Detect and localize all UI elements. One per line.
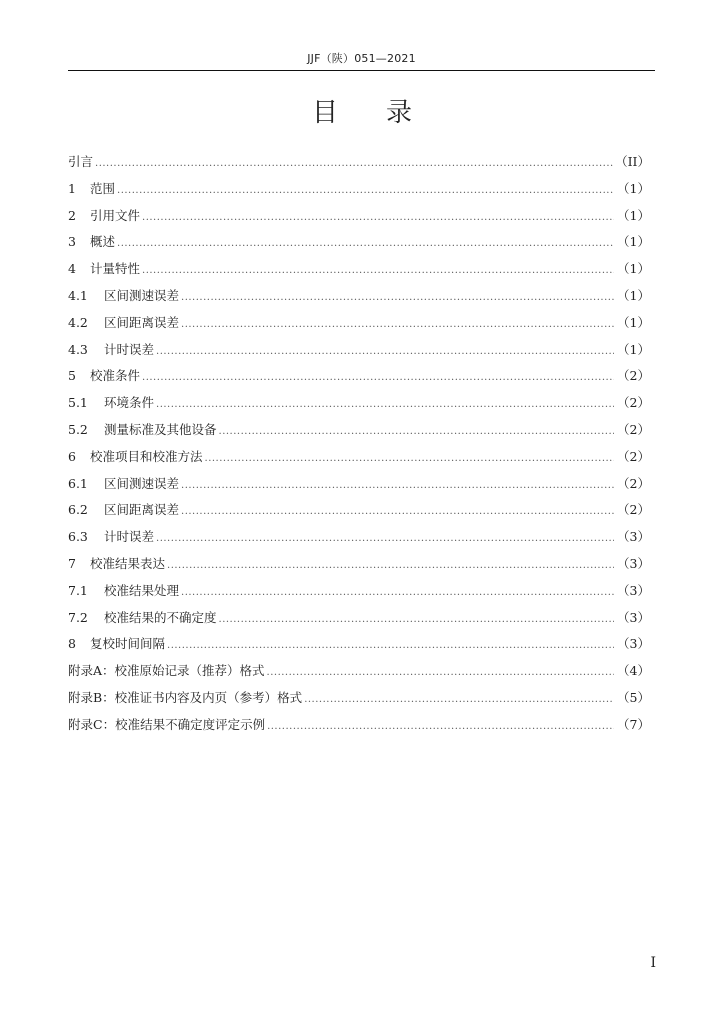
toc-entry-text: 计量特性 [90,261,141,277]
toc-entry-text: 计时误差 [104,529,155,545]
toc-leader-dots [219,614,614,625]
toc-entry[interactable] [68,554,650,581]
toc-entry[interactable] [68,259,650,286]
toc-entry-text: 校准结果的不确定度 [104,609,217,625]
toc-entry-text: 测量标准及其他设备 [104,421,217,437]
toc-entry-number: 7.2 [68,609,88,625]
toc-entry-page: （3） [617,555,650,571]
toc-leader-dots [267,667,614,678]
toc-entry[interactable] [68,206,650,233]
page-number: I [650,955,656,971]
toc-entry-page: （5） [617,689,650,705]
toc-entry-text: 复校时间间隔 [90,636,166,652]
toc-entry-label [68,608,217,626]
toc-entry-number: 6 [68,448,76,464]
toc-entry-number: 4 [68,261,76,277]
toc-entry-label [68,715,265,733]
toc-entry-text: 环境条件 [104,395,155,411]
toc-entry-label [68,661,265,679]
toc-entry-label [68,179,115,197]
toc-entry-number: 4.2 [68,314,88,330]
toc-entry-label [68,313,179,331]
toc-entry[interactable] [68,634,650,661]
toc-entry-page: （1） [617,287,650,303]
toc-entry-number: 6.1 [68,475,88,491]
toc-leader-dots [181,292,614,303]
toc-entry-text: 计时误差 [104,341,155,357]
toc-entry-text: 区间距离误差 [104,314,180,330]
toc-leader-dots [181,319,614,330]
toc-entry[interactable] [68,420,650,447]
toc-leader-dots [181,587,614,598]
toc-entry-label [68,232,115,250]
toc-leader-dots [219,426,614,437]
toc-entry-text: 引用文件 [90,207,141,223]
toc-entry-number: 2 [68,207,76,223]
toc-entry-page: （1） [617,180,650,196]
toc-entry-page: （2） [617,448,650,464]
toc-entry-number: 7 [68,555,76,571]
toc-entry-label [68,152,93,170]
toc-entry-text: 附录A：校准原始记录（推荐）格式 [68,663,265,679]
title-char-left: 目 [311,98,338,128]
toc-entry-label [68,393,154,411]
toc-entry-text: 范围 [90,180,116,196]
toc-entry[interactable] [68,500,650,527]
toc-entry-text: 引言 [68,154,94,169]
toc-entry-label [68,259,140,277]
toc-entry-page: （1） [617,314,650,330]
toc-entry-page: （1） [617,341,650,357]
toc-entry[interactable] [68,393,650,420]
toc-entry-text: 附录B：校准证书内容及内页（参考）格式 [68,689,303,705]
toc-entry-number: 6.3 [68,529,88,545]
toc-leader-dots [205,453,614,464]
page-title [0,92,724,129]
toc-entry-page: （II） [615,154,650,169]
toc-entry[interactable] [68,313,650,340]
toc-entry[interactable] [68,286,650,313]
toc-entry-page: （2） [617,368,650,384]
toc-entry[interactable] [68,232,650,259]
toc-entry-number: 6.2 [68,502,88,518]
toc-entry-page: （2） [617,475,650,491]
toc-entry[interactable] [68,366,650,393]
table-of-contents [68,152,650,742]
toc-entry-page: （2） [617,502,650,518]
toc-entry-number: 5.2 [68,421,88,437]
toc-entry-text: 校准条件 [90,368,141,384]
toc-leader-dots [167,640,614,651]
toc-entry-text: 校准项目和校准方法 [90,448,203,464]
toc-entry[interactable] [68,447,650,474]
toc-entry-text: 校准结果表达 [90,555,166,571]
toc-entry-page: （3） [617,609,650,625]
toc-entry-number: 4.3 [68,341,88,357]
toc-leader-dots [156,399,614,410]
toc-entry-number: 5.1 [68,395,88,411]
toc-entry-label [68,286,179,304]
toc-entry-page: （4） [617,663,650,679]
toc-leader-dots [95,158,613,169]
toc-leader-dots [267,721,614,732]
toc-leader-dots [304,694,614,705]
toc-entry[interactable] [68,581,650,608]
toc-entry-label [68,554,165,572]
toc-leader-dots [156,346,614,357]
title-char-right: 录 [386,98,413,128]
toc-entry-label [68,500,179,518]
toc-entry-page: （2） [617,421,650,437]
running-header [68,50,655,71]
toc-leader-dots [142,265,614,276]
toc-entry[interactable] [68,527,650,554]
toc-entry-label [68,447,203,465]
toc-entry-label [68,688,302,706]
toc-entry-page: （2） [617,395,650,411]
toc-entry[interactable] [68,608,650,635]
toc-entry-label [68,527,154,545]
toc-leader-dots [117,238,614,249]
toc-entry-label [68,634,165,652]
toc-entry-number: 3 [68,234,76,250]
toc-entry-page: （7） [617,716,650,732]
toc-leader-dots [167,560,614,571]
toc-entry[interactable] [68,715,650,742]
toc-entry-text: 概述 [90,234,116,250]
toc-entry-label [68,581,179,599]
toc-entry[interactable] [68,474,650,501]
toc-leader-dots [117,185,614,196]
toc-entry-text: 附录C：校准结果不确定度评定示例 [68,716,266,732]
toc-entry-page: （3） [617,636,650,652]
toc-entry[interactable] [68,661,650,688]
toc-entry-text: 校准结果处理 [104,582,180,598]
toc-leader-dots [181,480,614,491]
toc-entry-number: 4.1 [68,287,88,303]
toc-entry-label [68,366,140,384]
toc-entry-page: （3） [617,529,650,545]
toc-leader-dots [156,533,614,544]
toc-leader-dots [181,506,614,517]
document-code: JJF（陕）051—2021 [307,52,416,65]
toc-leader-dots [142,372,614,383]
toc-entry[interactable] [68,179,650,206]
toc-entry-page: （1） [617,261,650,277]
toc-entry[interactable] [68,340,650,367]
toc-entry-page: （3） [617,582,650,598]
toc-entry[interactable] [68,688,650,715]
toc-entry-text: 区间测速误差 [104,287,180,303]
toc-leader-dots [142,212,614,223]
toc-entry-number: 8 [68,636,76,652]
toc-entry-page: （1） [617,207,650,223]
toc-entry-page: （1） [617,234,650,250]
toc-entry-number: 1 [68,180,76,196]
toc-entry-label [68,420,217,438]
toc-entry-number: 5 [68,368,76,384]
toc-entry-number: 7.1 [68,582,88,598]
toc-entry-label [68,340,154,358]
toc-entry-label [68,474,179,492]
toc-entry-label [68,206,140,224]
toc-entry-text: 区间测速误差 [104,475,180,491]
toc-entry[interactable] [68,152,650,179]
toc-entry-text: 区间距离误差 [104,502,180,518]
